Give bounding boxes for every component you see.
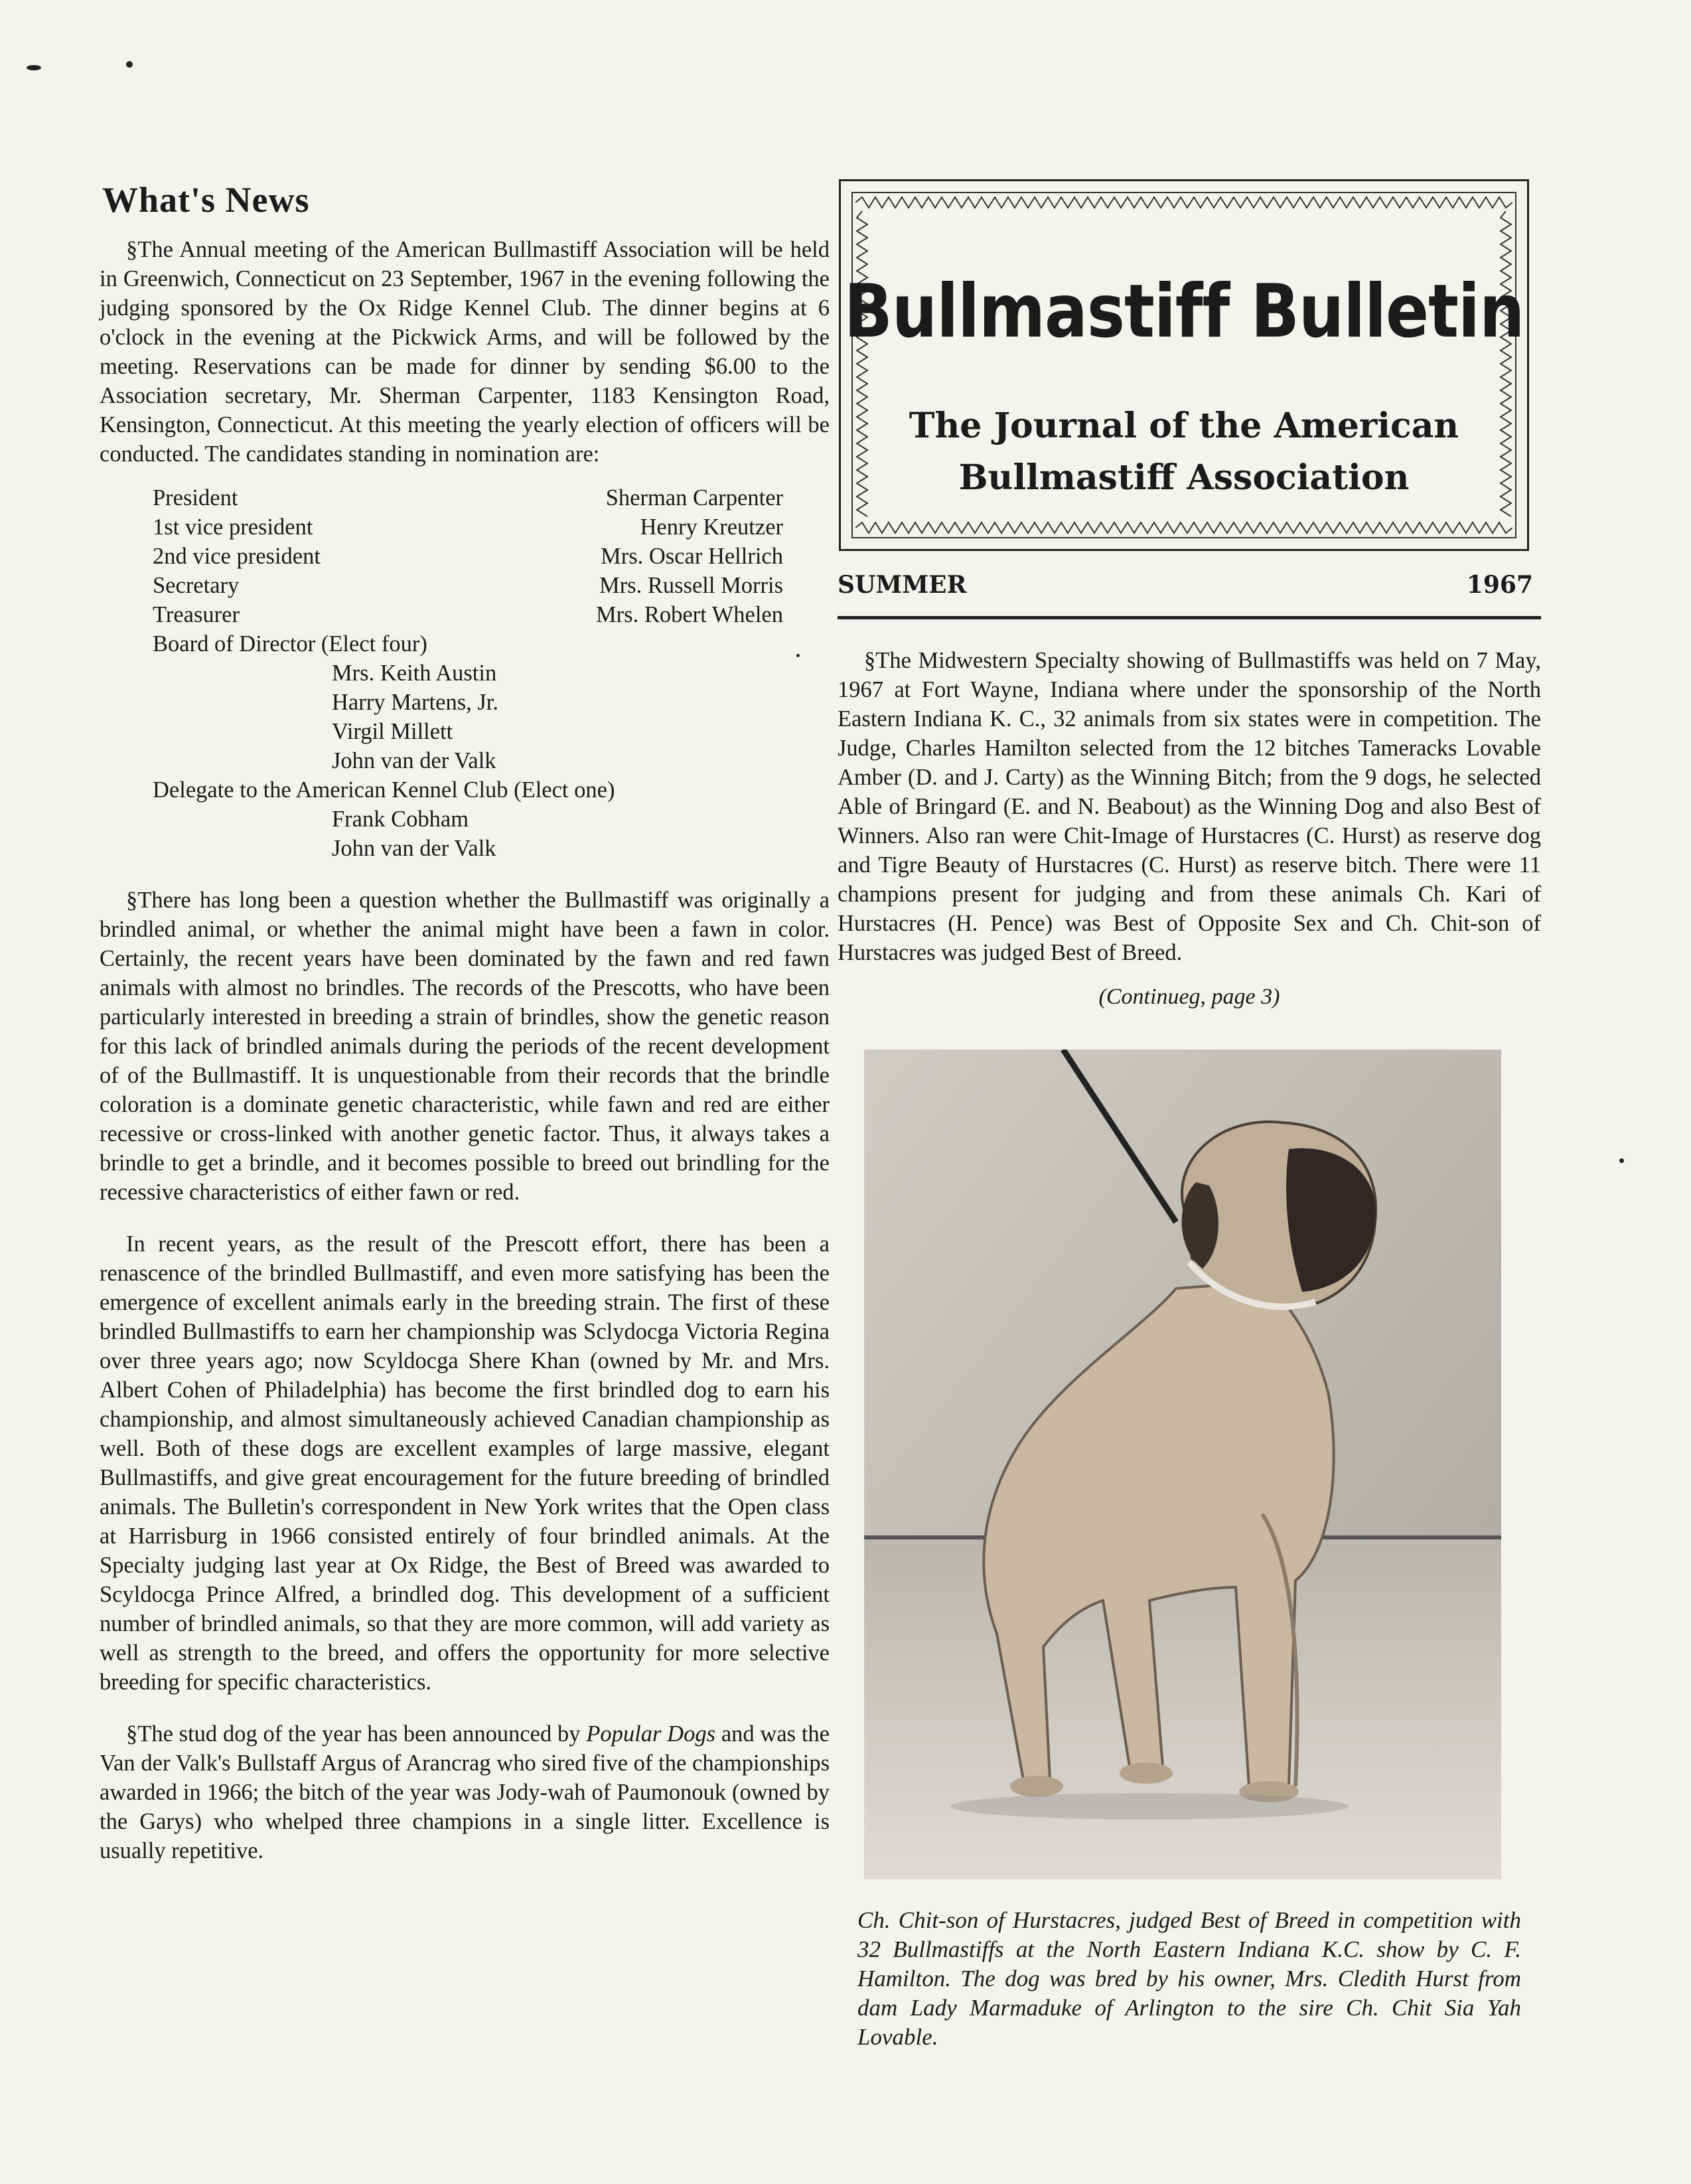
nominee-name: Mrs. Russell Morris bbox=[599, 573, 783, 598]
nominee-row bbox=[153, 600, 783, 629]
board-label: Board of Director (Elect four) bbox=[153, 631, 427, 657]
stud-dog-text-start: §The stud dog of the year has been announced by bbox=[126, 1721, 587, 1747]
annual-meeting-paragraph: §The Annual meeting of the American Bullmastiff Association will be held in Greenwich, Connecticut on 23 September, 1967 in the evening following the judging sponsored by the Ox Ridge Kennel Club. The dinner begins at 6 o'clock in the evening at the Pickwick Arms, and will be followed by the meeting. Reservations can be made for dinner by sending $6.00 to the Association secretary, Mr. Sherman Carpenter, 1183 Kensington Road, Kensington, Connecticut. At this meeting the yearly election of officers will be conducted. The candidates standing in nomination are: bbox=[100, 237, 830, 467]
dog-photo-illustration bbox=[864, 1050, 1501, 1879]
nominee-name: Mrs. Oscar Hellrich bbox=[601, 544, 783, 569]
stud-dog-paragraph bbox=[100, 1719, 830, 1865]
nominee-row bbox=[153, 542, 783, 571]
office-label: Secretary bbox=[153, 573, 240, 598]
office-label: President bbox=[153, 485, 238, 510]
zigzag-border-top bbox=[855, 196, 1512, 209]
masthead-box bbox=[839, 179, 1529, 551]
board-nominees bbox=[153, 659, 783, 775]
delegate-nominees bbox=[153, 805, 783, 863]
divider-rule bbox=[838, 616, 1541, 619]
bullmastiff-photo bbox=[864, 1050, 1501, 1879]
nominee-row bbox=[153, 483, 783, 512]
nominee-name: Virgil Millett bbox=[332, 719, 453, 744]
issue-year: 1967 bbox=[1466, 571, 1533, 599]
nominee-name: Mrs. Robert Whelen bbox=[595, 602, 783, 627]
zigzag-border-bottom bbox=[855, 521, 1512, 534]
nomination-list bbox=[153, 483, 783, 863]
issue-season: SUMMER bbox=[838, 571, 967, 599]
masthead-subtitle bbox=[841, 400, 1527, 504]
nominee-name: John van der Valk bbox=[332, 836, 496, 861]
midwestern-specialty-paragraph: §The Midwestern Specialty showing of Bullmastiffs was held on 7 May, 1967 at Fort Wayne, Indiana where under the sponsorship of the North Eastern Indiana K. C., 32 animals from six states were in competition. The Judge, Charles Hamilton selected from the 12 bitches Tameracks Lovable Amber (D. and J. Carty) as the Winning Bitch; from the 9 dogs, he selected Able of Bringard (E. and N. Beabout) as the Winning Dog and also Best of Winners. Also ran were Chit-Image of Hurstacres (C. Hurst) as reserve dog and Tigre Beauty of Hurstacres (C. Hurst) as reserve bitch. There were 11 champions present for judging and from these animals Ch. Kari of Hurstacres (H. Pence) was Best of Opposite Sex and Ch. Chit-son of Hurstacres was judged Best of Breed. bbox=[838, 648, 1541, 965]
photo-caption: Ch. Chit-son of Hurstacres, judged Best of Breed in competition with 32 Bullmastiffs at the North Eastern Indiana K.C. show by C. F. Hamilton. The dog was bred by his owner, Mrs. Cledith Hurst from dam Lady Marmaduke of Arlington to the sire Ch. Chit Sia Yah Lovable. bbox=[857, 1907, 1521, 2050]
nominee-name: Frank Cobham bbox=[332, 807, 469, 832]
stud-dog-text-end: and was the Van der Valk's Bullstaff Argus of Arancrag who sired five of the championships awarded in 1966; the bitch of the year was Jody-wah of Paumonouk (owned by the Garys) who whelped three champions in a single litter. Excellence is usually repetitive. bbox=[100, 1721, 830, 1863]
office-label: 1st vice president bbox=[153, 514, 313, 540]
nominee-row bbox=[153, 512, 783, 542]
whats-news-column bbox=[100, 179, 830, 1865]
magazine-title: Popular Dogs bbox=[586, 1721, 716, 1747]
delegate-label: Delegate to the American Kennel Club (Elect one) bbox=[153, 777, 615, 803]
nominee-name: John van der Valk bbox=[332, 748, 496, 773]
office-label: Treasurer bbox=[153, 602, 240, 627]
issue-line bbox=[838, 571, 1541, 599]
subtitle-line: Bullmastiff Association bbox=[958, 457, 1410, 498]
office-label: 2nd vice president bbox=[153, 544, 321, 569]
right-column bbox=[838, 179, 1541, 2052]
section-heading: What's News bbox=[102, 180, 310, 220]
nominee-name: Henry Kreutzer bbox=[640, 514, 783, 540]
brindle-renascence-paragraph: In recent years, as the result of the Prescott effort, there has been a renascence of the brindled Bullmastiff, and even more satisfying has been the emergence of excellent animals early in the breeding strain. The first of these brindled Bullmastiffs to earn her championship was Sclydocga Victoria Regina over three years ago; now Scyldocga Shere Khan (owned by Mr. and Mrs. Albert Cohen of Philadelphia) has become the first brindled dog to earn his championship, and almost simultaneously achieved Canadian championship as well. Both of these dogs are excellent examples of large massive, elegant Bullmastiffs, and give great encouragement for the future breeding of brindled animals. The Bulletin's correspondent in New York writes that the Open class at Harrisburg in 1966 consisted entirely of four brindled animals. At the Specialty judging last year at Ox Ridge, the Best of Breed was awarded to Scyldocga Prince Alfred, a brindled dog. This development of a sufficient number of brindled animals, so that they are more common, will add variety as well as strength to the breed, and offers the opportunity for more selective breeding for specific characteristics. bbox=[100, 1231, 830, 1695]
continued-note: (Continueg, page 3) bbox=[1098, 984, 1280, 1009]
masthead-title: Bullmastiff Bulletin bbox=[844, 268, 1524, 354]
nominee-name: Mrs. Keith Austin bbox=[332, 661, 497, 686]
nominee-row bbox=[153, 571, 783, 600]
brindle-question-paragraph: §There has long been a question whether the Bullmastiff was originally a brindled animal, or whether the animal might have been a fawn in color. Certainly, the recent years have been dominated by the fawn and red fawn animals with almost no brindles. The records of the Prescotts, who have been particularly interested in breeding a strain of brindles, show the genetic reason for this lack of brindled animals during the periods of the recent development of of the Bullmastiff. It is unquestionable from their records that the brindle coloration is a dominate genetic characteristic, while fawn and red are either recessive or cross-linked with another genetic factor. Thus, it always takes a brindle to get a brindle, and it becomes possible to breed out brindling for the recessive characteristics of either fawn or red. bbox=[100, 888, 830, 1205]
nominee-name: Sherman Carpenter bbox=[605, 485, 783, 510]
nominee-name: Harry Martens, Jr. bbox=[332, 690, 499, 715]
subtitle-line: The Journal of the American bbox=[909, 406, 1459, 446]
